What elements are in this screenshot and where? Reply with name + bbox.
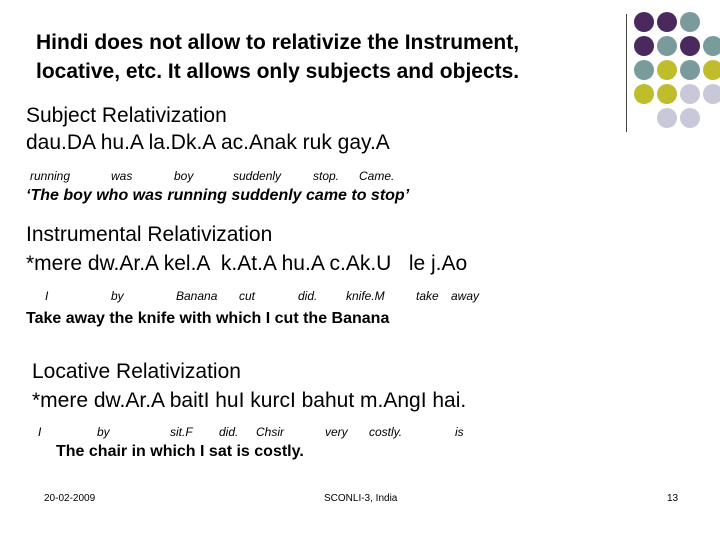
gloss-word: knife.M: [346, 289, 385, 303]
gloss-word: did.: [298, 289, 318, 303]
instrumental-heading: Instrumental Relativization: [26, 223, 273, 246]
gloss-word: running: [30, 169, 71, 183]
gloss-word: was: [111, 169, 133, 183]
dot-lavender: [680, 108, 700, 128]
locative-sentence: *mere dw.Ar.A baitI huI kurcI bahut m.AngI hai.: [32, 389, 467, 412]
gloss-word: I: [45, 289, 49, 303]
dot-teal: [680, 60, 700, 80]
dot-teal: [634, 60, 654, 80]
gloss-word: boy: [174, 169, 194, 183]
subject-sentence: dau.DA hu.A la.Dk.A ac.Anak ruk gay.A: [26, 131, 390, 154]
slide-number: 13: [667, 493, 679, 504]
dot-teal: [657, 36, 677, 56]
dot-yellow: [657, 60, 677, 80]
dot-purple: [634, 12, 654, 32]
footer-date: 20-02-2009: [44, 493, 96, 504]
locative-heading: Locative Relativization: [32, 360, 241, 383]
gloss-word: is: [455, 425, 464, 439]
dot-yellow: [657, 84, 677, 104]
instrumental-sentence: *mere dw.Ar.A kel.A k.At.A hu.A c.Ak.U le j.Ao: [26, 252, 468, 275]
dot-teal: [680, 12, 700, 32]
gloss-word: cut: [239, 289, 256, 303]
gloss-word: suddenly: [233, 169, 282, 183]
gloss-word: by: [111, 289, 124, 303]
footer-venue: SCONLI-3, India: [324, 493, 398, 504]
gloss-word: stop.: [313, 169, 340, 183]
gloss-word: very: [325, 425, 348, 439]
dot-purple: [634, 36, 654, 56]
gloss-word: by: [97, 425, 110, 439]
gloss-word: away: [451, 289, 480, 303]
dot-yellow: [634, 84, 654, 104]
locative-translation: The chair in which I sat is costly.: [56, 443, 304, 460]
subject-translation: ‘The boy who was running suddenly came to stop’: [26, 187, 410, 204]
decorative-divider-line: [626, 14, 627, 132]
dot-purple: [680, 36, 700, 56]
slide-title-line-2: locative, etc. It allows only subjects and objects.: [36, 60, 520, 83]
gloss-word: Chsir: [256, 425, 285, 439]
gloss-word: Banana: [176, 289, 218, 303]
gloss-word: take: [416, 289, 439, 303]
dot-teal: [703, 36, 720, 56]
dot-purple: [657, 12, 677, 32]
dot-lavender: [680, 84, 700, 104]
instrumental-translation: Take away the knife with which I cut the Banana: [26, 310, 390, 327]
slide-title-line-1: Hindi does not allow to relativize the Instrument,: [36, 31, 520, 54]
dot-lavender: [703, 84, 720, 104]
subject-heading: Subject Relativization: [26, 104, 227, 127]
gloss-word: sit.F: [170, 425, 193, 439]
dot-yellow: [703, 60, 720, 80]
gloss-word: costly.: [369, 425, 403, 439]
gloss-word: did.: [219, 425, 239, 439]
gloss-word: Came.: [359, 169, 395, 183]
dot-lavender: [657, 108, 677, 128]
gloss-word: I: [38, 425, 42, 439]
